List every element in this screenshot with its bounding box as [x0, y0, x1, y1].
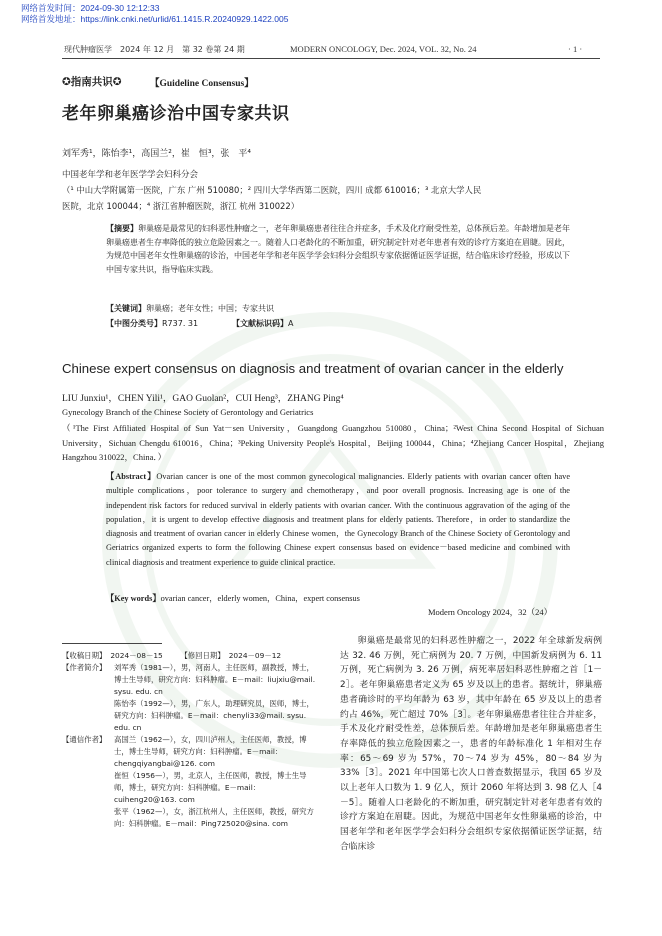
keywords-en	[106, 592, 360, 604]
keywords-en-text: ovarian cancer，elderly women，China，expert consensus	[160, 594, 360, 603]
affiliations-en: （¹The First Affiliated Hospital of Sun Yat－sen University，Guangdong Guangzhou 510080，China；²West China Second Hospital of Sichuan University，Sichuan Chengdu 610016，China；³Peking University People's Hospital，Beijing 100044，China；⁴Zhejiang Cancer Hospital，Zhejiang Hangzhou 310022，China．）	[62, 423, 604, 462]
corresponding-row	[62, 734, 320, 830]
first-publish-url[interactable]: 网络首发地址：https://link.cnki.net/urlid/61.1415.R.20240929.1422.005	[21, 14, 289, 24]
author-info-2: 陈怡李（1992—），男，广东人，助理研究员，医师，博士，研究方向：妇科肿瘤。E－mail：chenyli33@mail. sysu. edu. cn	[114, 699, 314, 732]
footnotes	[62, 650, 320, 830]
footnote-rule	[62, 643, 162, 644]
affiliations-cn-line2: 医院，北京 100044；⁴ 浙江省肿瘤医院，浙江 杭州 310022）	[62, 201, 300, 211]
doc-code-label: 【文献标识码】	[232, 319, 288, 328]
clc-label: 【中图分类号】	[106, 319, 162, 328]
received-date: 2024－08－15	[110, 651, 163, 660]
doc-code-value: A	[288, 319, 294, 328]
received-label: 【收稿日期】	[62, 651, 107, 660]
abstract-en-label: 【Abstract】	[106, 472, 157, 481]
abstract-cn	[106, 222, 570, 276]
corresponding-3: 张平（1962—），女，浙江杭州人，主任医师，教授，研究方向：妇科肿瘤。E－mail：Ping725020@sina. com	[114, 807, 314, 828]
section-tag-cn: ✪指南共识✪	[62, 76, 122, 88]
section-tag-en: 【Guideline Consensus】	[150, 79, 254, 89]
title-en: Chinese expert consensus on diagnosis and treatment of ovarian cancer in the elderly	[62, 361, 564, 376]
revised-label: 【修回日期】	[180, 651, 225, 660]
doc-code-line	[232, 317, 293, 330]
page-number: · 1 ·	[568, 44, 583, 54]
author-info-1: 刘军秀（1981—），男，河南人，主任医师，副教授，博士，博士生导师，研究方向：妇科肿瘤。E－mail：liujxiu@mail. sysu. edu. cn	[114, 663, 316, 696]
affiliations-cn-line1: （¹ 中山大学附属第一医院，广东 广州 510080；² 四川大学华西第二医院，四川 成都 610016；³ 北京大学人民	[62, 185, 482, 195]
clc-line	[106, 317, 198, 330]
corresponding-2: 崔恒（1956—），男，北京人，主任医师，教授，博士生导师，博士，研究方向：妇科肿瘤。E－mail：cuiheng20@163. com	[114, 771, 307, 804]
abstract-en	[106, 470, 570, 570]
body-paragraph: 卵巢癌是最常见的妇科恶性肿瘤之一，2022 年全球新发病例达 32. 46 万例，死亡病例为 20. 7 万例，中国新发病例为 6. 11 万例，死亡病例为 3. 26 万例，病死率居妇科恶性肿瘤之首［1－2］。老年卵巢癌患者定义为 65 岁及以上的患者。据统计，卵巢癌患者确诊时的平均年龄为 63 岁，其中年龄在 65 岁及以上的患者约占 46%，死亡超过 70%［3］。老年卵巢癌患者往往合并症多，手术及化疗耐受性差，总体预后差。年龄增加是老年卵巢癌患者生存率降低的独立危险因素之一，患者的年龄标准化 1 年相对生存率：65～69 岁为 57%，70～74 岁为 45%，80～84 岁为 33%［3］。2021 年中国第七次人口普查数据显示，我国 65 岁及以上老年人口数为 1. 9 亿人，预计 2060 年将达到 3. 98 亿人［4－5］。随着人口老龄化的不断加重，研究制定针对老年患者有效的诊疗方案迫在眉睫。因此，为规范中国老年女性卵巢癌的诊治，中国老年学和老年医学学会妇科分会组织专家依据循证医学证据，结合临床诊	[340, 636, 602, 852]
corresponding-label: 【通信作者】	[62, 735, 107, 744]
authors-cn: 刘军秀¹，陈怡李¹，高国兰²，崔 恒³，张 平⁴	[62, 149, 252, 159]
running-header-en: MODERN ONCOLOGY, Dec. 2024, VOL. 32, No. 24	[290, 44, 477, 54]
keywords-en-label: 【Key words】	[106, 594, 161, 603]
corresponding-1: 高国兰（1962—），女，四川泸州人，主任医师，教授，博士，博士生导师，研究方向：妇科肿瘤。E－mail：chengqiyangbai@126. com	[114, 735, 307, 768]
header-rule	[62, 58, 600, 59]
author-info-label: 【作者简介】	[62, 663, 107, 672]
citation: Modern Oncology 2024，32（24）	[428, 607, 553, 617]
running-header-cn: 现代肿瘤医学 2024 年 12 月 第 32 卷第 24 期	[64, 45, 245, 54]
org-en: Gynecology Branch of the Chinese Society of Gerontology and Geriatrics	[62, 407, 314, 417]
revised-date: 2024－09－12	[228, 651, 282, 660]
dates-row	[62, 650, 320, 662]
authors-en: LIU Junxiu¹，CHEN Yili¹，GAO Guolan²，CUI Heng³，ZHANG Ping⁴	[62, 394, 344, 404]
org-cn: 中国老年学和老年医学学会妇科分会	[62, 170, 199, 180]
keywords-cn	[106, 302, 274, 315]
abstract-cn-text: 卵巢癌是最常见的妇科恶性肿瘤之一，老年卵巢癌患者往往合并症多，手术及化疗耐受性差，总体预后差。年龄增加是老年卵巢癌患者生存率降低的独立危险因素之一。随着人口老龄化的不断加重，研究制定针对老年患者有效的诊疗方案迫在眉睫。因此，为规范中国老年女性卵巢癌的诊治，中国老年学和老年医学学会妇科分会组织专家依据循证医学证据，结合临床诊疗经验，形成以下中国专家共识，指导临床实践。	[106, 224, 570, 274]
title-cn: 老年卵巢癌诊治中国专家共识	[62, 104, 290, 124]
abstract-cn-label: 【摘要】	[106, 224, 138, 233]
first-publish-time: 网络首发时间：2024-09-30 12:12:33	[21, 3, 160, 13]
author-info-row	[62, 662, 320, 734]
abstract-en-text: Ovarian cancer is one of the most common gynecological malignancies. Elderly patients with ovarian cancer often have multiple complications，poor tolerance to surgery and chemotherapy，and poor overall prognosis. Increasing age is one of the independent risk factors for reduced survival in elderly patients with ovarian cancer. With the continuous aggravation of the aging of the population，it is urgent to develop effective diagnosis and treatment plans for elderly patients. Therefore，in order to standardize the diagnosis and treatment of ovarian cancer in elderly Chinese women，the Gynecology Branch of the Chinese Society of Gerontology and Geriatrics organized experts to form the following Chinese expert consensus based on evidence－based medicine and combined with clinical diagnosis and treatment experience to guide clinical practice.	[106, 472, 571, 567]
clc-value: R737. 31	[162, 319, 199, 328]
keywords-cn-text: 卵巢癌；老年女性；中国；专家共识	[146, 304, 274, 313]
keywords-cn-label: 【关键词】	[106, 304, 146, 313]
